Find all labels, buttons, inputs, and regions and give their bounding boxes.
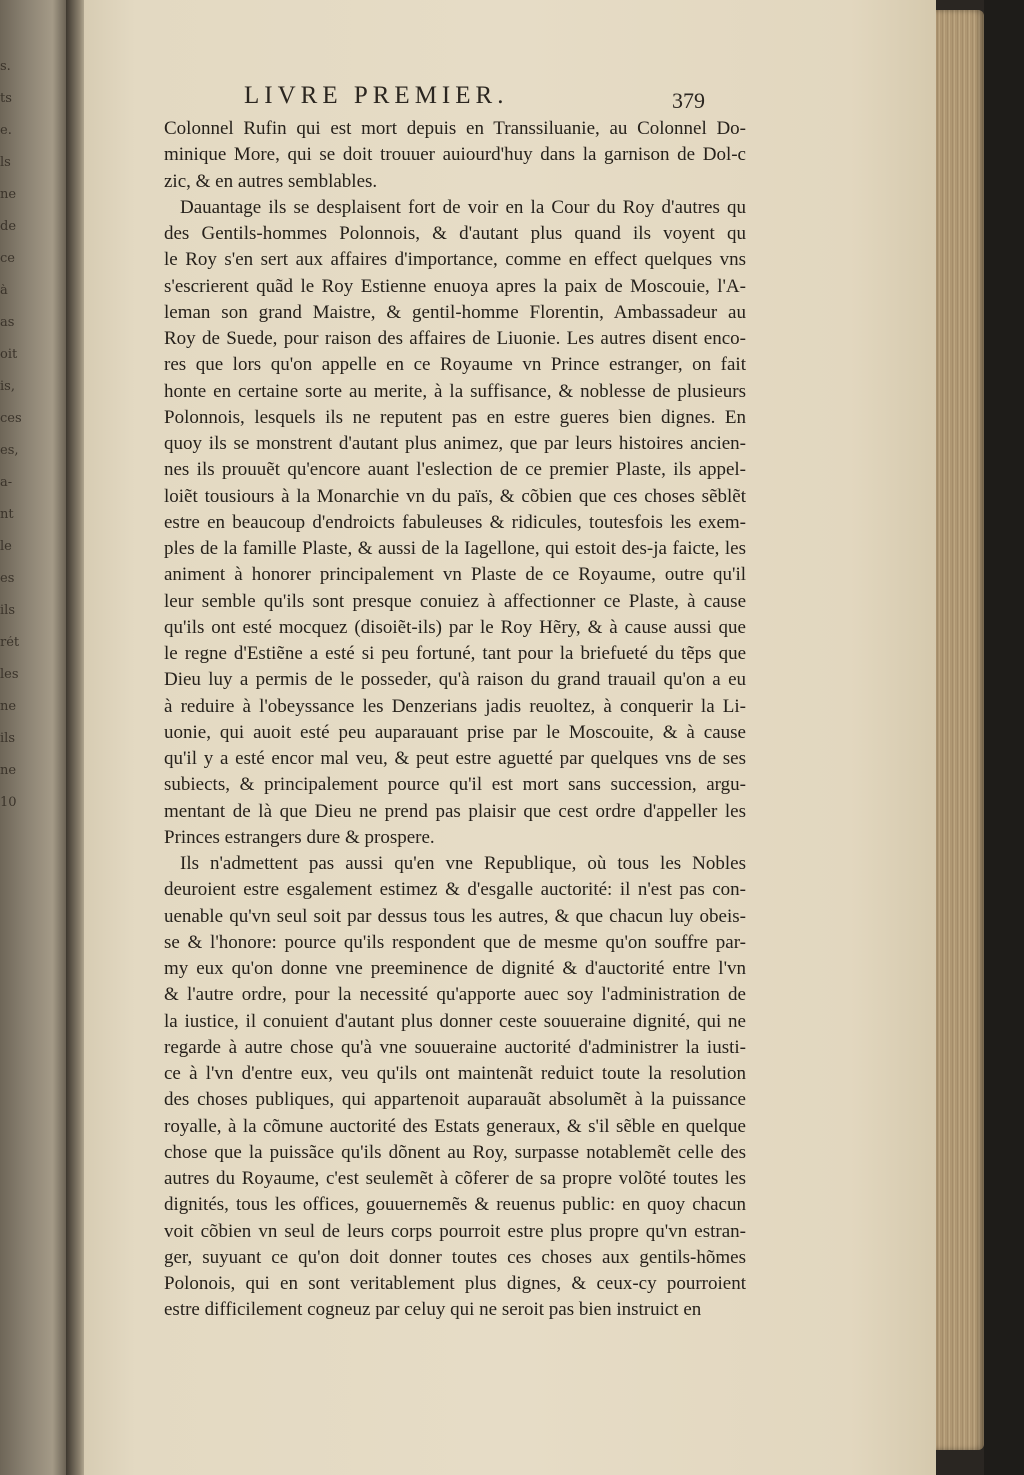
page-fore-edge [936, 10, 984, 1450]
text-line: Colonnel Rufin qui est mort depuis en Transsiluanie, au Colonnel Do- [164, 118, 746, 139]
text-line: royalle, à la cõmune auctorité des Estats generaux, & s'il sẽble en quelque [164, 1115, 746, 1137]
text-line: honte en certaine sorte au merite, à la suffisance, & noblesse de plusieurs [164, 380, 746, 402]
previous-page-fragments [0, 60, 24, 828]
text-line: res que lors qu'on appelle en ce Royaume vn Prince estranger, on fait [164, 354, 746, 376]
text-line: Princes estrangers dure & prospere. [164, 826, 435, 848]
scan-background [984, 0, 1024, 1475]
text-line: estre en beaucoup d'endroicts fabuleuses & ridicules, toutesfois les exem- [164, 511, 746, 533]
text-line: Polonnois, lesquels ils ne reputent pas en estre gueres bien dignes. En [164, 406, 746, 428]
text-line: quoy ils se monstrent d'autant plus animez, que par leurs histoires ancien- [164, 433, 746, 454]
previous-page-fragment: ts [0, 92, 12, 106]
text-line: voit cõbien vn seul de leurs corps pourroit estre plus propre qu'vn estran- [164, 1220, 746, 1242]
text-line: qu'ils ont esté mocquez (disoiẽt-ils) par le Roy Hẽry, & à cause aussi que [164, 616, 746, 638]
previous-page-fragment: nt [0, 508, 14, 522]
previous-page-edge [0, 0, 70, 1475]
text-line: zic, & en autres semblables. [164, 170, 378, 192]
previous-page-fragment: les [0, 668, 19, 682]
previous-page-fragment: ls [0, 156, 11, 170]
text-line: autres du Royaume, c'est seulemẽt à cõferer de sa propre volõté toutes les [164, 1168, 746, 1189]
text-line: minique More, qui se doit trouuer auiourd'huy dans la garnison de Dol-c [164, 144, 746, 166]
text-line: s'escrierent quãd le Roy Estienne enuoya apres la paix de Moscouie, l'A- [164, 275, 746, 297]
text-line: ce à l'vn d'entre eux, veu qu'ils ont maintenãt reduict toute la resolution [164, 1063, 746, 1084]
previous-page-fragment: à [0, 284, 8, 298]
text-line: Dieu luy a permis de le posseder, qu'à raison du grand trauail qu'on a eu [164, 669, 746, 691]
text-line: des Gentils-hommes Polonnois, & d'autant plus quand ils voyent qu [164, 223, 746, 244]
text-line: qu'il y a esté encor mal veu, & peut estre aguetté par quelques vns de ses [164, 748, 746, 769]
previous-page-fragment: rét [0, 636, 20, 650]
text-line: Dauantage ils se desplaisent fort de voir en la Cour du Roy d'autres qu [180, 196, 746, 218]
previous-page-fragment: ne [0, 188, 17, 202]
text-line: leur semble qu'ils sont presque conuiez à affectionner ce Plaste, à cause [164, 590, 746, 612]
running-head: LIVRE PREMIER. [244, 82, 509, 109]
text-line: & l'autre ordre, pour la necessité qu'apporte auec soy l'administration de [164, 984, 746, 1006]
previous-page-fragment: ne [0, 700, 17, 714]
text-line: uenable qu'vn seul soit par dessus tous les autres, & que chacun luy obeis- [164, 905, 746, 927]
previous-page-fragment: a- [0, 476, 13, 490]
text-line: leman son grand Maistre, & gentil-homme Florentin, Ambassadeur au [164, 301, 746, 323]
previous-page-fragment: es, [0, 444, 19, 458]
previous-page-fragment: le [0, 540, 12, 554]
text-line: animent à honorer principalement vn Plaste de ce Royaume, outre qu'il [164, 564, 746, 586]
text-line: ples de la famille Plaste, & aussi de la Iagellone, qui estoit des-ja faicte, les [164, 538, 746, 559]
text-line: mentant de là que Dieu ne prend pas plaisir que cest ordre d'appeller les [164, 800, 746, 822]
text-line: dignités, tous les offices, gouuernemẽs & reuenus public: en quoy chacun [164, 1194, 746, 1216]
text-line: subiects, & principalement pource qu'il est mort sans succession, argu- [164, 774, 746, 796]
text-line: le regne d'Estiẽne a esté si peu fortuné, tant pour la briefueté du tẽps que [164, 643, 746, 664]
text-line: des choses publiques, qui appartenoit auparauãt absolumẽt à la puissance [164, 1089, 746, 1111]
body-text [164, 116, 746, 1324]
previous-page-fragment: as [0, 316, 15, 330]
text-line: deuroient estre esgalement estimez & d'esgalle auctorité: il n'est pas con- [164, 879, 746, 901]
previous-page-fragment: s. [0, 60, 11, 74]
previous-page-fragment: ils [0, 604, 15, 618]
previous-page-fragment: ces [0, 412, 22, 426]
text-line: Roy de Suede, pour raison des affaires de Liuonie. Les autres disent enco- [164, 328, 746, 349]
text-line: se & l'honore: pource qu'ils respondent que de mesme qu'on souffre par- [164, 931, 746, 953]
text-line: à reduire à l'obeyssance les Denzerians jadis reuoltez, à conquerir la Li- [164, 695, 746, 717]
previous-page-fragment: ce [0, 252, 15, 266]
text-line: regarde à autre chose qu'à vne souueraine auctorité d'administrer la iusti- [164, 1036, 746, 1058]
previous-page-fragment: de [0, 220, 17, 234]
previous-page-fragment: es [0, 572, 15, 586]
text-line: Polonois, qui en sont veritablement plus dignes, & ceux-cy pourroient [164, 1273, 746, 1294]
previous-page-fragment: oit [0, 348, 18, 362]
text-line: loiẽt tousiours à la Monarchie vn du païs, & cõbien que ces choses sẽblẽt [164, 485, 746, 507]
previous-page-fragment: e. [0, 124, 12, 138]
text-line: ger, suyuant ce qu'on doit donner toutes ces choses aux gentils-hõmes [164, 1246, 746, 1268]
text-line: la iustice, il conuient d'autant plus donner ceste souueraine dignité, qui ne [164, 1010, 746, 1032]
previous-page-fragment: is, [0, 380, 15, 394]
page-number: 379 [672, 88, 705, 113]
text-line: estre difficilement cogneuz par celuy qui ne seroit pas bien instruict en [164, 1299, 702, 1321]
previous-page-fragment: 10 [0, 796, 17, 810]
text-line: Ils n'admettent pas aussi qu'en vne Republique, où tous les Nobles [180, 853, 746, 874]
text-line: nes ils prouuẽt qu'encore auant l'eslection de ce premier Plaste, ils appel- [164, 459, 746, 481]
text-line: le Roy s'en sert aux affaires d'importance, comme en effect quelques vns [164, 249, 746, 271]
previous-page-fragment: ils [0, 732, 15, 746]
previous-page-fragment: ne [0, 764, 17, 778]
text-line: uonie, qui auoit esté peu auparauant prise par le Moscouite, & à cause [164, 721, 746, 743]
text-line: chose que la puissãce qu'ils dõnent au Roy, surpasse notablemẽt celle des [164, 1141, 746, 1163]
text-line: my eux qu'on donne vne preeminence de dignité & d'auctorité entre l'vn [164, 958, 746, 979]
